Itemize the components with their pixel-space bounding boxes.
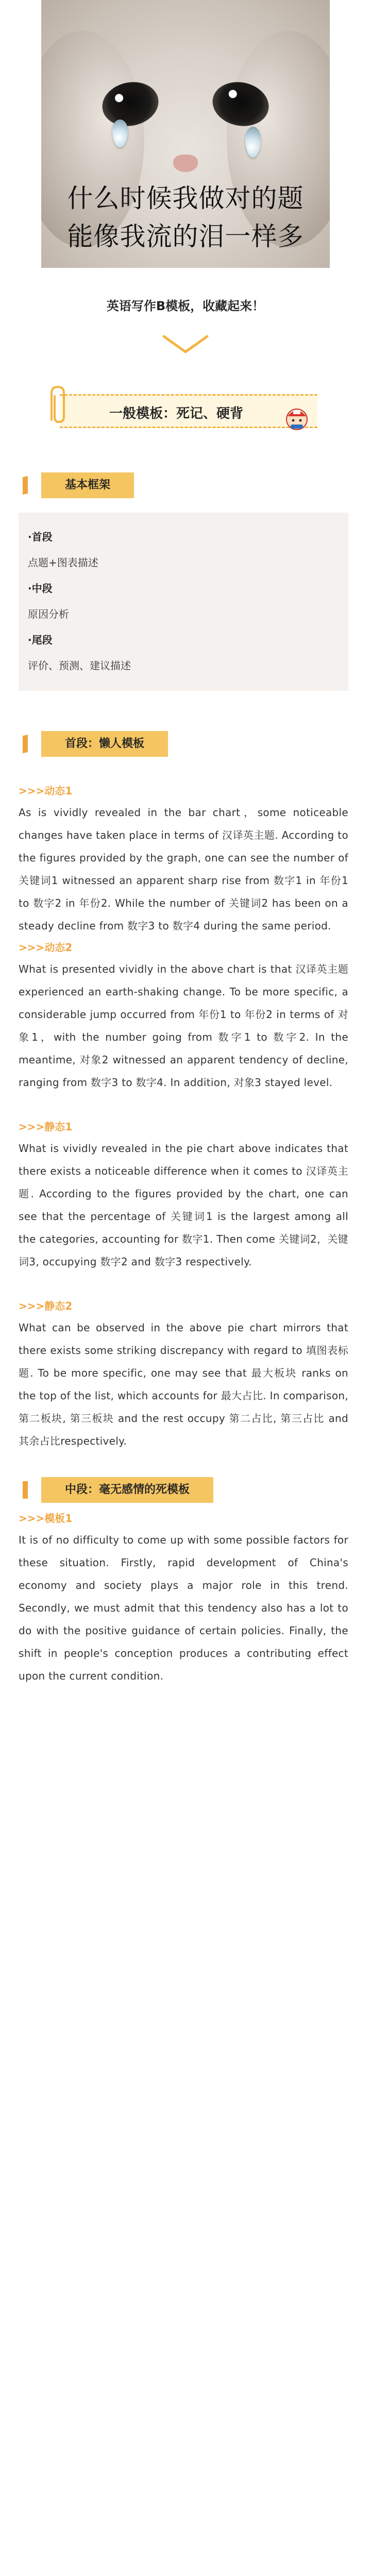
chevron-down-icon (160, 331, 211, 357)
section-tag-label: 基本框架 (41, 472, 134, 498)
outline-desc: 点题+图表描述 (28, 556, 98, 569)
template-title: >>>模板1 (19, 1512, 73, 1524)
template-text: It is of no difficulty to come up with some possible factors for these situation. Firstly, rapid development of China's economy and society plays a major role in this trend. Secondly, we must admit that this tendency also has a lot to do with the positive guidance of certain policies. Finally, the shift in people's conception produces a contributing effect upon the current condition. (19, 1534, 348, 1682)
outline-head: ·首段 (28, 531, 53, 543)
section-tag-first-paragraph (23, 727, 371, 760)
meme-caption (41, 179, 330, 256)
tag-accent (23, 476, 28, 495)
crying-cat-meme-image (41, 0, 330, 268)
banner-background (60, 394, 317, 428)
first-paragraph-templates (0, 781, 371, 1452)
template-title: >>>静态1 (19, 1121, 73, 1133)
paperclip-icon (44, 384, 72, 428)
outline-desc: 原因分析 (28, 608, 69, 620)
section-tag-label: 中段：毫无感情的死模板 (41, 1477, 213, 1503)
outline-head: ·中段 (28, 582, 53, 595)
mascot-icon (283, 405, 310, 432)
template-text: As is vividly revealed in the bar chart，some noticeable changes have taken place in terms of 汉译英主题. According to the figures provided by the graph, one can see the number of 关键词1 witnessed an apparent sharp rise from 数字1 in 年份1 to 数字2 in 年份2. While the number of 关键词2 has been on a steady decline from 数字3 to 数字4 during the same period. (19, 806, 348, 932)
section-tag-framework (23, 468, 371, 501)
cat-nose (173, 155, 198, 172)
section-tag-middle-paragraph (23, 1473, 371, 1506)
template-text: What can be observed in the above pie chart mirrors that there exists some striking discrepancy with regard to 填图表标题. To be more specific, one may see that 最大板块 ranks on the top of the list, which accounts for 最大占比. In comparison, 第二板块, 第三板块 and the rest occupy 第二占比, 第三占比 and 其余占比respectively. (19, 1321, 348, 1447)
meme-caption-line2: 能像我流的泪一样多 (67, 222, 304, 251)
middle-paragraph-templates (0, 1508, 371, 1687)
template-title: >>>静态2 (19, 1300, 73, 1312)
framework-outline-box (19, 513, 348, 691)
outline-desc: 评价、预测、建议描述 (28, 659, 131, 672)
template-text: What is presented vividly in the above chart is that 汉译英主题 experienced an earth-shaking change. To be more specific, a considerable jump occurred from 年份1 to 年份2 in terms of 对象1，with the number going from 数字1 to 数字2. In the meantime, 对象2 witnessed an apparent tendency of decline, ranging from 数字3 to 数字4. In addition, 对象3 stayed level. (19, 963, 348, 1089)
meme-caption-line1: 什么时候我做对的题 (67, 183, 304, 213)
section-banner (41, 384, 330, 435)
tag-accent (23, 1481, 28, 1499)
template-title: >>>动态2 (19, 941, 73, 954)
template-title: >>>动态1 (19, 785, 73, 797)
section-tag-label: 首段：懒人模板 (41, 731, 168, 757)
article-subtitle: 英语写作B模板，收藏起来！ (106, 299, 265, 313)
banner-title: 一般模板：死记、硬背 (109, 406, 243, 421)
tag-accent (23, 735, 28, 753)
outline-head: ·尾段 (28, 634, 53, 646)
template-text: What is vividly revealed in the pie chart above indicates that there exists a noticeable difference when it comes to 汉译英主题. According to the figures provided by the chart, one can see that the percentage of 关键词1 is the largest among all the categories, accounting for 数字1. Then come 关键词2，关键词3, occupying 数字2 and 数字3 respectively. (19, 1142, 348, 1268)
